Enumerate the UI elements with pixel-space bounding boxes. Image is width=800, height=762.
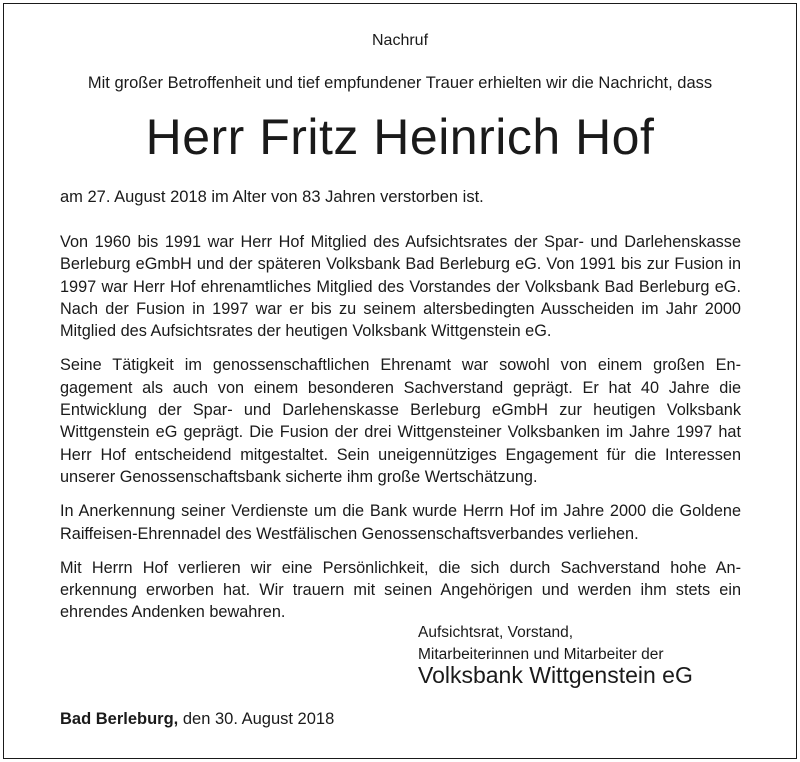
place-date [60,710,334,729]
signature-line-1: Aufsichtsrat, Vorstand, [418,624,574,641]
signature-block [418,622,664,666]
body-text [60,231,741,636]
date: den 30. August 2018 [182,710,335,728]
paragraph-4: Mit Herrn Hof verlieren wir eine Persönlichkeit, die sich durch Sachverstand hohe Anerkennung erworben hat. Wir trauern mit seinen Angehörigen und werden ihm stets ein ehrendes Andenken bewahren. [60,558,741,622]
place: Bad Berleburg, [60,710,179,728]
paragraph-1: Von 1960 bis 1991 war Herr Hof Mitglied des Aufsichtsrates der Spar- und Darlehenskasse Berleburg eGmbH und der späteren Volksbank Bad Berleburg eG. Von 1991 bis zur Fusion in 1997 war Herr Hof ehrenamtliches Mitglied des Vorstandes der Volksbank Bad Berleburg eG. Nach der Fusion in 1997 war er bis zu seinem altersbedingten Ausscheiden im Jahr 2000 Mitglied des Aufsichtsrates der heutigen Volksbank Wittgenstein eG. [60,233,741,341]
paragraph-2: Seine Tätigkeit im genossenschaftlichen Ehrenamt war sowohl von einem großen Engagement als auch von einem besonderen Sachverstand geprägt. Er hat 40 Jahre die Entwicklung der Spar- und Darlehenskasse Berleburg eGmbH zur heutigen Volksbank Wittgenstein eG geprägt. Die Fusion der drei Wittgensteiner Volksbanken im Jahre 1997 hat Herr Hof entscheidend mitgestaltet. Sein uneigennütziges Engagement für die Interessen unserer Genossenschaftsbank sicherte ihm große Wertschätzung. [60,356,741,486]
deceased-name: Herr Fritz Heinrich Hof [145,109,655,165]
bank-name: Volksbank Wittgenstein eG [418,662,693,688]
signature-line-2: Mitarbeiterinnen und Mitarbeiter der [418,646,664,663]
paragraph-3: In Anerkennung seiner Verdienste um die Bank wurde Herrn Hof im Jahre 2000 die Goldene Raiffeisen-Ehrennadel des Westfälischen Genossenschaftsverbandes verliehen. [60,502,741,543]
death-line: am 27. August 2018 im Alter von 83 Jahren verstorben ist. [60,188,484,206]
notice-heading: Nachruf [371,32,429,49]
intro-text: Mit großer Betroffenheit und tief empfundener Trauer erhielten wir die Nachricht, dass [87,74,713,92]
